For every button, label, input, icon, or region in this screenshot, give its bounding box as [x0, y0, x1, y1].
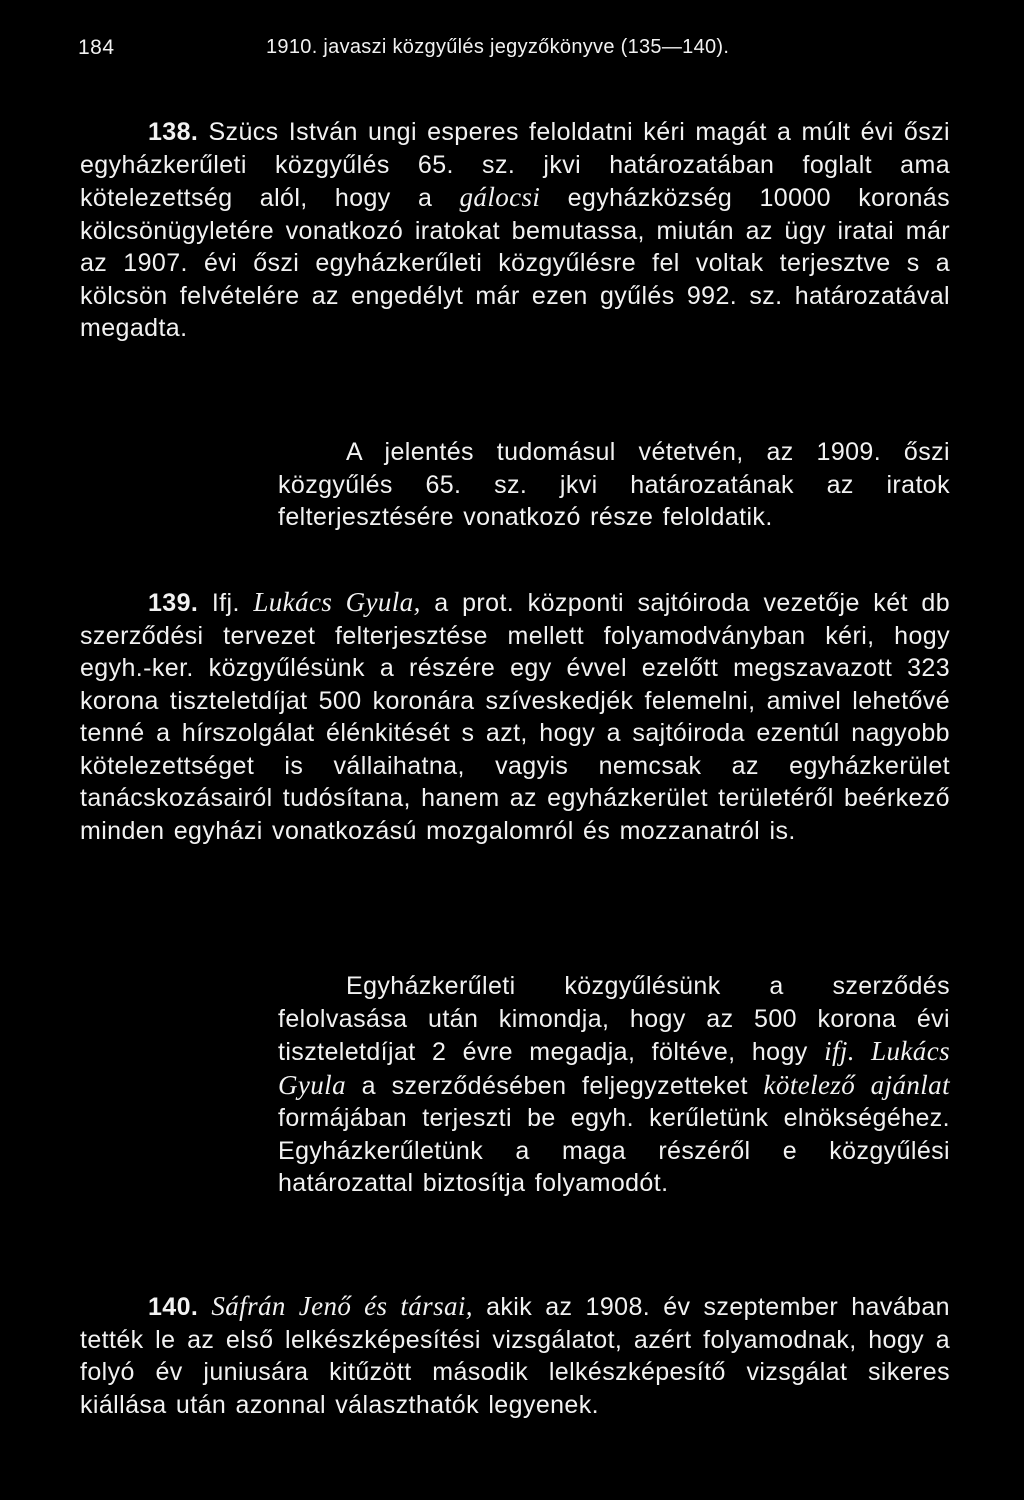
item-prefix: Ifj.	[211, 589, 240, 617]
page-number: 184	[78, 36, 115, 59]
item-138-paragraph	[80, 116, 950, 345]
item-number: 138.	[148, 118, 199, 146]
resolution-paragraph	[278, 970, 950, 1200]
item-number: 139.	[148, 589, 199, 617]
resolution-139	[278, 970, 950, 1200]
page-header	[78, 36, 958, 76]
resolution-138	[278, 436, 950, 534]
resolution-text-continued: a szerződésében feljegyzetteket	[361, 1071, 748, 1100]
item-139	[80, 586, 950, 847]
resolution-text: A jelentés tudomásul vétetvén, az 1909. őszi közgyűlés 65. sz. jkvi határozatának az iratok felterjesztésére vonatkozó része feloldatik.	[278, 438, 950, 531]
item-text: a prot. központi sajtóiroda vezetője két db szerződési tervezet felterjesztése mellett folyamodványban kéri, hogy egyh.-ker. közgyűlésünk a részére egy évvel ezelőtt megszavazott 323 korona tiszteletdíjat 500 koronára szíveskedjék felemelni, amivel lehetővé tenné a hírszolgálat élénkitését s azt, hogy a sajtóiroda ezentúl nagyobb kötelezettséget is vállaihatna, vagyis nemcsak az egyházkerület tanácskozásairól tudósítana, hanem az egyházkerület területéről beérkező minden egyházi vonatkozású mozgalomról és mozzanatról is.	[80, 589, 950, 845]
item-138	[80, 116, 950, 345]
running-head: 1910. javaszi közgyűlés jegyzőkönyve (135—140).	[266, 36, 730, 58]
item-text: Szücs István ungi esperes feloldatni kéri magát a múlt évi őszi egyházkerűleti közgyűlés 65. sz. jkvi határozatában foglalt ama kötelezettség alól, hogy a	[80, 118, 950, 212]
item-number: 140.	[148, 1293, 199, 1321]
resolution-text-end: formájában terjeszti be egyh. kerűletünk elnökségéhez. Egyházkerűletünk a maga részéről e közgyűlési határozattal biztosítja folyamodót.	[278, 1104, 950, 1197]
item-text-continued: egyházközség 10000 koronás kölcsönügyletére vonatkozó iratokat bemutassa, miután az ügy iratai már az 1907. évi őszi egyházkerűleti közgyűlésre fel voltak terjesztve s a kölcsön felvételére az engedélyt már ezen gyűlés 992. sz. határozatával megadta.	[80, 184, 950, 342]
item-italic-name: gálocsi	[459, 182, 541, 212]
item-italic-name: Sáfrán Jenő és társai,	[211, 1291, 473, 1321]
item-140-paragraph	[80, 1290, 950, 1421]
item-text: akik az 1908. év szeptember havában tették le az első lelkészképesítési vizsgálatot, azért folyamodnak, hogy a folyó év juniusára kitűzött második lelkészképesítő vizsgálat sikeres kiállása után azonnal választhatók legyenek.	[80, 1293, 950, 1419]
item-italic-name: Lukács Gyula,	[253, 587, 421, 617]
item-140	[80, 1290, 950, 1421]
resolution-text: Egyházkerűleti közgyűlésünk a szerződés felolvasása után kimondja, hogy az 500 korona évi tiszteletdíjat 2 évre megadja, föltéve, hogy	[278, 972, 950, 1066]
resolution-italic-name: ifj. Lukács Gyula	[278, 1036, 950, 1100]
item-139-paragraph	[80, 586, 950, 847]
resolution-italic-term: kötelező ajánlat	[763, 1069, 950, 1100]
